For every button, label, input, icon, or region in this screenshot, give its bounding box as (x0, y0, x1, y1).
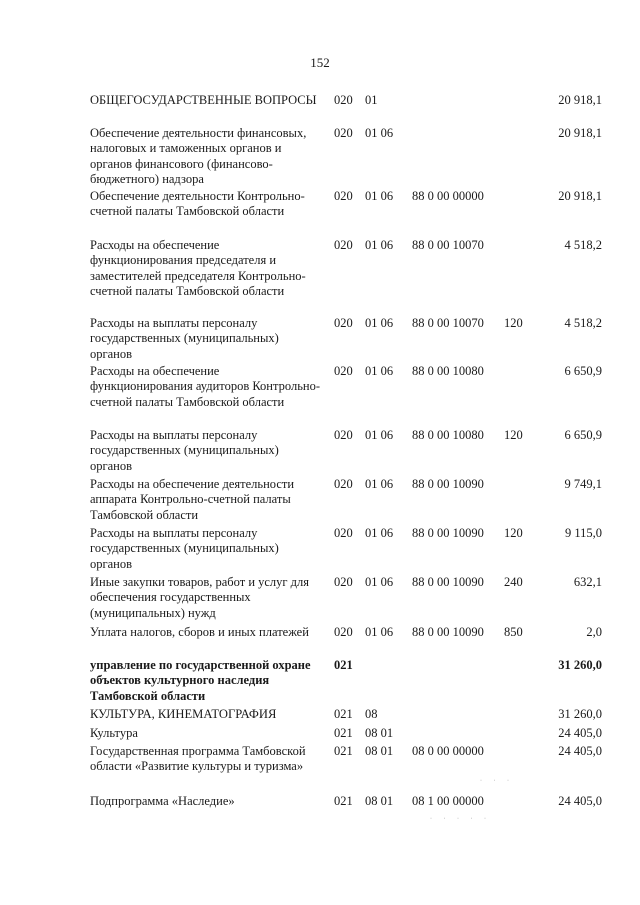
row-name: Расходы на обеспечение функционирования аудиторов Контрольно-счетной палаты Тамбовской области (90, 364, 320, 409)
row-section-code: 01 06 (365, 189, 394, 203)
row-target-code: 08 1 00 00000 (412, 794, 484, 808)
row-name: управление по государственной охране объектов культурного наследия Тамбовской области (90, 658, 311, 703)
row-section-code: 08 01 (365, 726, 394, 740)
row-expense-type: 240 (504, 575, 523, 589)
row-name: Расходы на выплаты персоналу государственных (муниципальных) органов (90, 316, 279, 361)
row-admin-code: 020 (334, 93, 353, 107)
page-number: 152 (310, 55, 330, 70)
row-name: Уплата налогов, сборов и иных платежей (90, 625, 309, 639)
row-amount: 4 518,2 (564, 238, 602, 252)
row-amount: 24 405,0 (558, 726, 602, 740)
row-target-code: 08 0 00 00000 (412, 744, 484, 758)
row-admin-code: 020 (334, 364, 353, 378)
row-section-code: 01 06 (365, 364, 394, 378)
row-name: Иные закупки товаров, работ и услуг для обеспечения государственных (муниципальных) нужд (90, 575, 310, 620)
row-name: Расходы на обеспечение деятельности аппарата Контрольно-счетной палаты Тамбовской области (90, 477, 295, 522)
row-amount: 31 260,0 (558, 707, 602, 721)
row-admin-code: 021 (334, 726, 353, 740)
row-admin-code: 020 (334, 428, 353, 442)
scan-specks: · · · (480, 778, 514, 784)
row-amount: 20 918,1 (558, 189, 602, 203)
row-section-code: 08 (365, 707, 378, 721)
row-name: КУЛЬТУРА, КИНЕМАТОГРАФИЯ (90, 707, 277, 721)
row-expense-type: 120 (504, 316, 523, 330)
row-name: ОБЩЕГОСУДАРСТВЕННЫЕ ВОПРОСЫ (90, 93, 317, 107)
row-name: Государственная программа Тамбовской области «Развитие культуры и туризма» (90, 744, 306, 774)
row-section-code: 08 01 (365, 744, 394, 758)
row-admin-code: 020 (334, 316, 353, 330)
row-admin-code: 020 (334, 575, 353, 589)
row-name: Расходы на выплаты персоналу государственных (муниципальных) органов (90, 526, 279, 571)
row-admin-code: 020 (334, 126, 353, 140)
row-admin-code: 020 (334, 477, 353, 491)
row-amount: 24 405,0 (558, 794, 602, 808)
row-amount: 9 749,1 (564, 477, 602, 491)
row-target-code: 88 0 00 10070 (412, 238, 484, 252)
row-name: Подпрограмма «Наследие» (90, 794, 235, 808)
row-amount: 20 918,1 (558, 126, 602, 140)
row-target-code: 88 0 00 10080 (412, 428, 484, 442)
row-amount: 20 918,1 (558, 93, 602, 107)
row-admin-code: 021 (334, 744, 353, 758)
row-section-code: 01 06 (365, 477, 394, 491)
row-amount: 632,1 (573, 575, 602, 589)
row-admin-code: 020 (334, 238, 353, 252)
row-amount: 2,0 (586, 625, 602, 639)
row-amount: 6 650,9 (564, 364, 602, 378)
row-name: Культура (90, 726, 138, 740)
row-admin-code: 021 (334, 658, 353, 672)
row-name: Расходы на выплаты персоналу государственных (муниципальных) органов (90, 428, 279, 473)
row-name: Расходы на обеспечение функционирования председателя и заместителей председателя Контрольно-счетной палаты Тамбовской области (90, 238, 306, 299)
row-section-code: 01 06 (365, 526, 394, 540)
row-section-code: 08 01 (365, 794, 394, 808)
row-amount: 6 650,9 (564, 428, 602, 442)
row-amount: 31 260,0 (558, 658, 602, 672)
row-target-code: 88 0 00 10070 (412, 316, 484, 330)
row-section-code: 01 06 (365, 575, 394, 589)
row-name: Обеспечение деятельности Контрольно-счетной палаты Тамбовской области (90, 189, 305, 219)
row-expense-type: 120 (504, 428, 523, 442)
row-admin-code: 021 (334, 794, 353, 808)
row-admin-code: 020 (334, 625, 353, 639)
scan-specks: · · · · · (430, 816, 491, 822)
row-expense-type: 850 (504, 625, 523, 639)
row-admin-code: 021 (334, 707, 353, 721)
row-target-code: 88 0 00 10090 (412, 575, 484, 589)
row-name: Обеспечение деятельности финансовых, налоговых и таможенных органов и органов финансового (финансово-бюджетного) надзора (90, 126, 307, 187)
row-target-code: 88 0 00 10090 (412, 625, 484, 639)
row-amount: 24 405,0 (558, 744, 602, 758)
row-amount: 4 518,2 (564, 316, 602, 330)
row-target-code: 88 0 00 00000 (412, 189, 484, 203)
row-admin-code: 020 (334, 189, 353, 203)
row-section-code: 01 06 (365, 428, 394, 442)
row-section-code: 01 06 (365, 238, 394, 252)
row-section-code: 01 (365, 93, 378, 107)
row-amount: 9 115,0 (564, 526, 602, 540)
row-admin-code: 020 (334, 526, 353, 540)
row-target-code: 88 0 00 10080 (412, 364, 484, 378)
row-section-code: 01 06 (365, 625, 394, 639)
row-section-code: 01 06 (365, 316, 394, 330)
row-target-code: 88 0 00 10090 (412, 477, 484, 491)
row-target-code: 88 0 00 10090 (412, 526, 484, 540)
row-section-code: 01 06 (365, 126, 394, 140)
row-expense-type: 120 (504, 526, 523, 540)
